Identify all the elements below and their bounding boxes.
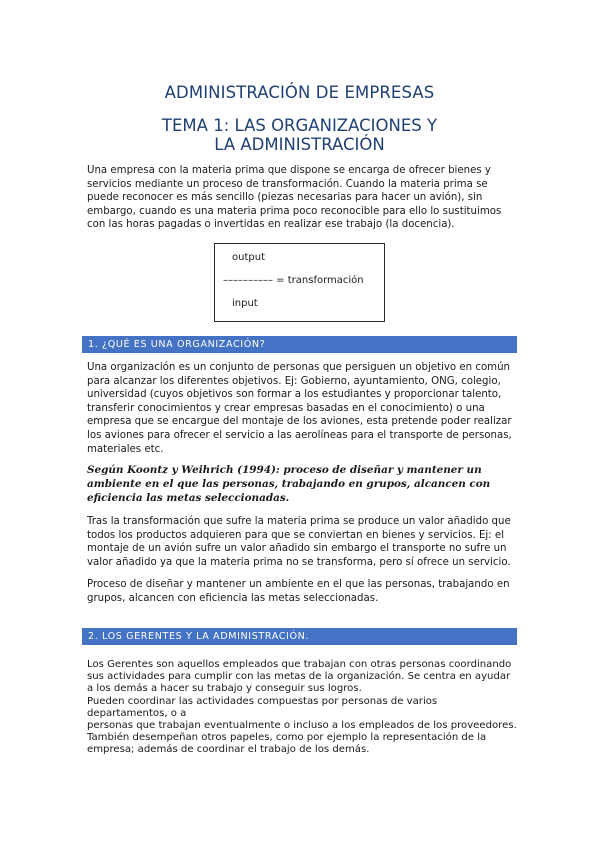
- intro-paragraph: Una empresa con la materia prima que dispone se encarga de ofrecer bienes y servicios mediante un proceso de transformación. Cuando la materia prima se puede reconocer es más sencillo (piezas necesarias para hacer un avión), sin embargo, cuando es una materia prima poco reconocible para ello lo sustituimos con las horas pagadas o invertidas en realizar ese trabajo (la docencia).: [87, 165, 502, 231]
- managers-line-1: Los Gerentes son aquellos empleados que trabajan con otras personas coordinando sus actividades para cumplir con las metas de la organización. Se centra en ayudar a los demás a hacer su trabajo y conseguir sus logros.: [87, 659, 512, 695]
- managers-line-3: personas que trabajan eventualmente o incluso a los empleados de los proveedores.: [87, 720, 517, 732]
- subtitle-line-2: LA ADMINISTRACIÓN: [214, 135, 385, 154]
- process-paragraph: Proceso de diseñar y mantener un ambiente en el que las personas, trabajando en grupos, alcancen con eficiencia las metas seleccionadas.: [87, 579, 510, 604]
- document-title: ADMINISTRACIÓN DE EMPRESAS: [164, 83, 435, 102]
- managers-line-2: Pueden coordinar las actividades compuestas por personas de varios departamentos, o a: [87, 695, 438, 719]
- document-subtitle: [0, 116, 599, 154]
- section-2-heading: 2. LOS GERENTES Y LA ADMINISTRACIÓN.: [82, 628, 517, 645]
- transformation-formula-box: [214, 243, 385, 322]
- section-1-heading: 1. ¿QUÉ ES UNA ORGANIZACIÓN?: [82, 336, 517, 353]
- formula-fraction-line: –––––––––– = transformación: [223, 275, 364, 286]
- subtitle-line-1: TEMA 1: LAS ORGANIZACIONES Y: [161, 116, 438, 135]
- organization-definition-paragraph: Una organización es un conjunto de personas que persiguen un objetivo en común para alcanzar los diferentes objetivos. Ej: Gobierno, ayuntamiento, ONG, colegio, universidad (cuyos objetivos son formar a los estudiantes y proporcionar talento, transferir conocimientos y crear empresas basadas en el conocimiento) o una empresa que se encargue del montaje de los aviones, esta pretende poder realizar los aviones para ofrecer el servicio a las aerolíneas para el transporte de personas, materiales etc.: [87, 362, 512, 455]
- managers-line-4: También desempeñan otros papeles, como por ejemplo la representación de la empresa; además de coordinar el trabajo de los demás.: [87, 732, 487, 756]
- koontz-weihrich-definition: Según Koontz y Weihrich (1994): proceso de diseñar y mantener un ambiente en el que las personas, trabajando en grupos, alcancen con eficiencia las metas seleccionadas.: [87, 464, 491, 504]
- formula-numerator: output: [232, 252, 265, 263]
- managers-paragraph: [87, 659, 519, 757]
- formula-denominator: input: [232, 298, 258, 309]
- added-value-paragraph: Tras la transformación que sufre la materia prima se produce un valor añadido que todos los productos adquieren para que se conviertan en bienes y servicios. Ej: el montaje de un avión sufre un valor añadido sin embargo el transporte no sufre un valor añadido ya que la materia prima no se transforma, pero sí ofrece un servicio.: [87, 516, 511, 568]
